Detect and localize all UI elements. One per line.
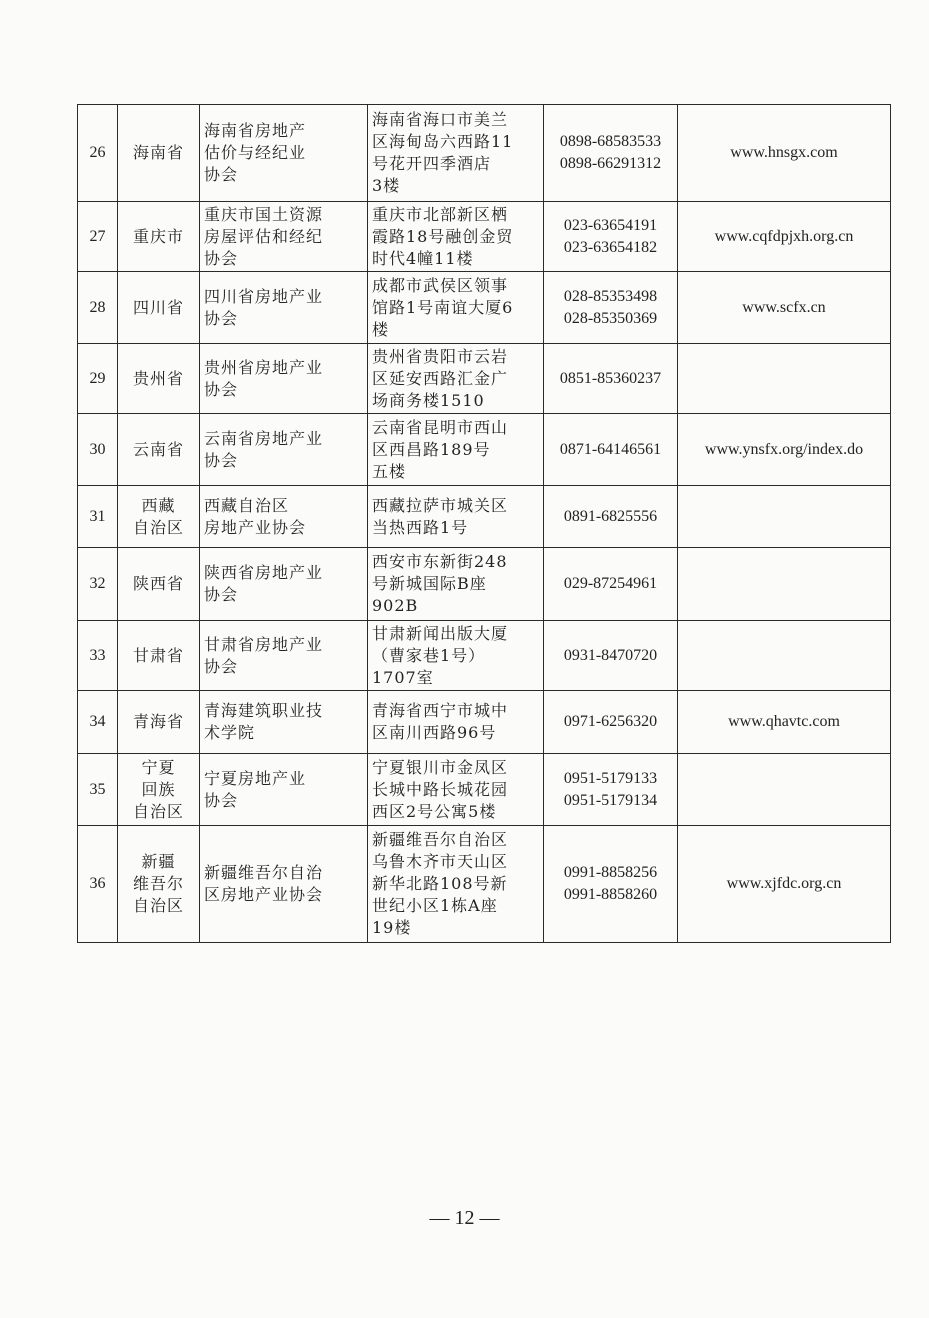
address-cell-line: 号新城国际B座 bbox=[372, 574, 487, 593]
table-row bbox=[78, 621, 891, 691]
phone-cell bbox=[544, 826, 678, 943]
website-cell bbox=[678, 754, 891, 826]
row-number: 34 bbox=[78, 691, 118, 754]
address-cell-line: 长城中路长城花园 bbox=[372, 779, 509, 799]
address-cell-line: 场商务楼1510 bbox=[372, 390, 485, 410]
province-cell-line: 云南省 bbox=[132, 439, 184, 459]
address-cell-line: 新疆维吾尔自治区 bbox=[372, 830, 509, 849]
phone-cell-line: 0871-64146561 bbox=[559, 440, 662, 458]
organization-cell bbox=[200, 272, 368, 344]
organization-cell-line: 西藏自治区 bbox=[204, 495, 290, 515]
phone-cell-line: 023-63654191 bbox=[563, 216, 658, 234]
address-cell-line: 区南川西路96号 bbox=[372, 723, 497, 742]
table-row bbox=[78, 754, 891, 826]
phone-cell-line: 0931-8470720 bbox=[563, 646, 658, 664]
row-number: 31 bbox=[78, 486, 118, 548]
website-cell bbox=[678, 344, 891, 414]
organization-cell bbox=[200, 486, 368, 548]
address-cell-line: 902B bbox=[372, 596, 419, 615]
province-cell-line: 回族 bbox=[141, 779, 176, 799]
address-cell-line: 1707室 bbox=[372, 667, 434, 687]
address-cell bbox=[368, 691, 544, 754]
row-number: 27 bbox=[78, 202, 118, 272]
phone-cell-line: 0898-66291312 bbox=[559, 155, 662, 172]
website-cell[interactable]: www.cqfdpjxh.org.cn bbox=[678, 202, 891, 272]
website-cell[interactable]: www.hnsgx.com bbox=[678, 105, 891, 202]
address-cell-line: 3楼 bbox=[372, 176, 401, 195]
table-body bbox=[78, 105, 891, 943]
address-cell-line: 新华北路108号新 bbox=[372, 874, 508, 893]
organization-cell bbox=[200, 202, 368, 272]
organization-cell bbox=[200, 548, 368, 621]
address-cell bbox=[368, 548, 544, 621]
phone-cell bbox=[544, 691, 678, 754]
address-cell-line: 馆路1号南谊大厦6 bbox=[372, 297, 514, 317]
address-cell-line: 五楼 bbox=[372, 461, 407, 481]
table-row bbox=[78, 826, 891, 943]
organization-cell-line: 协会 bbox=[204, 450, 239, 470]
province-cell bbox=[118, 826, 200, 943]
organization-cell-line: 宁夏房地产业 bbox=[204, 768, 307, 788]
phone-cell-line: 0991-8858260 bbox=[563, 886, 658, 903]
province-cell-line: 自治区 bbox=[132, 801, 184, 821]
province-cell-line: 维吾尔 bbox=[132, 874, 184, 893]
phone-cell bbox=[544, 486, 678, 548]
page-number: — 12 — bbox=[429, 1207, 500, 1229]
address-cell-line: 海南省海口市美兰 bbox=[372, 110, 509, 129]
organization-cell-line: 协会 bbox=[204, 585, 239, 604]
address-cell-line: 时代4幢11楼 bbox=[372, 248, 474, 268]
organization-cell-line: 协会 bbox=[204, 379, 239, 399]
address-cell-line: 云南省昆明市西山 bbox=[372, 417, 509, 437]
row-number: 33 bbox=[78, 621, 118, 691]
address-cell bbox=[368, 414, 544, 486]
row-number: 28 bbox=[78, 272, 118, 344]
address-cell-line: 19楼 bbox=[372, 918, 412, 937]
address-cell-line: 甘肃新闻出版大厦 bbox=[372, 623, 509, 643]
organization-cell bbox=[200, 414, 368, 486]
row-number: 36 bbox=[78, 826, 118, 943]
phone-cell bbox=[544, 621, 678, 691]
phone-cell bbox=[544, 344, 678, 414]
phone-cell bbox=[544, 272, 678, 344]
province-cell bbox=[118, 754, 200, 826]
organization-cell bbox=[200, 754, 368, 826]
organization-cell-line: 协会 bbox=[204, 656, 239, 676]
phone-cell-line: 0971-6256320 bbox=[563, 713, 658, 730]
row-number: 30 bbox=[78, 414, 118, 486]
row-number: 29 bbox=[78, 344, 118, 414]
province-cell-line: 贵州省 bbox=[132, 368, 184, 388]
phone-cell bbox=[544, 548, 678, 621]
phone-cell-line: 028-85353498 bbox=[563, 287, 658, 305]
address-cell bbox=[368, 621, 544, 691]
address-cell-line: 重庆市北部新区栖 bbox=[372, 204, 509, 224]
organization-cell-line: 云南省房地产业 bbox=[204, 428, 324, 448]
organization-cell bbox=[200, 621, 368, 691]
table-row bbox=[78, 414, 891, 486]
address-cell-line: 西藏拉萨市城关区 bbox=[372, 495, 509, 515]
province-cell-line: 甘肃省 bbox=[132, 645, 184, 665]
row-number: 26 bbox=[78, 105, 118, 202]
website-cell bbox=[678, 621, 891, 691]
province-cell-line: 重庆市 bbox=[132, 226, 184, 246]
province-cell bbox=[118, 105, 200, 202]
address-cell-line: 贵州省贵阳市云岩 bbox=[372, 346, 509, 366]
organization-cell-line: 协会 bbox=[204, 308, 239, 328]
address-cell-line: 当热西路1号 bbox=[372, 517, 469, 537]
website-cell[interactable]: www.qhavtc.com bbox=[678, 691, 891, 754]
phone-cell-line: 0951-5179133 bbox=[563, 769, 658, 787]
address-cell-line: 区西昌路189号 bbox=[372, 439, 491, 459]
address-cell bbox=[368, 486, 544, 548]
organization-cell bbox=[200, 105, 368, 202]
address-cell-line: 霞路18号融创金贸 bbox=[372, 226, 514, 246]
website-cell bbox=[678, 548, 891, 621]
organization-cell-line: 术学院 bbox=[204, 723, 256, 742]
province-cell bbox=[118, 621, 200, 691]
organization-cell-line: 房屋评估和经纪 bbox=[204, 226, 324, 246]
phone-cell bbox=[544, 202, 678, 272]
province-cell-line: 新疆 bbox=[141, 852, 176, 871]
organization-cell-line: 新疆维吾尔自治 bbox=[204, 863, 324, 882]
address-cell-line: 世纪小区1栋A座 bbox=[372, 896, 498, 915]
address-cell bbox=[368, 272, 544, 344]
organization-cell-line: 四川省房地产业 bbox=[204, 286, 324, 306]
address-cell-line: 西区2号公寓5楼 bbox=[372, 801, 497, 821]
province-cell-line: 自治区 bbox=[132, 896, 184, 915]
table-row bbox=[78, 691, 891, 754]
organization-cell bbox=[200, 344, 368, 414]
table-row bbox=[78, 202, 891, 272]
address-cell-line: 青海省西宁市城中 bbox=[372, 701, 509, 720]
association-directory-table bbox=[77, 104, 891, 943]
website-cell[interactable]: www.ynsfx.org/index.do bbox=[678, 414, 891, 486]
phone-cell-line: 028-85350369 bbox=[563, 309, 658, 327]
organization-cell bbox=[200, 691, 368, 754]
province-cell-line: 自治区 bbox=[132, 517, 184, 537]
address-cell bbox=[368, 754, 544, 826]
province-cell bbox=[118, 414, 200, 486]
phone-cell-line: 0991-8858256 bbox=[563, 864, 658, 881]
address-cell bbox=[368, 105, 544, 202]
organization-cell-line: 协会 bbox=[204, 165, 239, 184]
phone-cell-line: 023-63654182 bbox=[563, 238, 658, 256]
address-cell bbox=[368, 826, 544, 943]
address-cell bbox=[368, 344, 544, 414]
address-cell-line: 号花开四季酒店 bbox=[372, 154, 492, 173]
address-cell-line: 成都市武侯区领事 bbox=[372, 275, 509, 295]
province-cell bbox=[118, 344, 200, 414]
province-cell bbox=[118, 691, 200, 754]
organization-cell-line: 协会 bbox=[204, 790, 239, 810]
province-cell-line: 海南省 bbox=[132, 143, 184, 162]
organization-cell-line: 贵州省房地产业 bbox=[204, 357, 324, 377]
address-cell-line: 西安市东新街248 bbox=[372, 552, 508, 571]
address-cell-line: 乌鲁木齐市天山区 bbox=[372, 852, 509, 871]
organization-cell-line: 青海建筑职业技 bbox=[204, 701, 324, 720]
phone-cell bbox=[544, 754, 678, 826]
organization-cell-line: 陕西省房地产业 bbox=[204, 563, 324, 582]
organization-cell-line: 海南省房地产 bbox=[204, 121, 307, 140]
province-cell bbox=[118, 202, 200, 272]
province-cell-line: 四川省 bbox=[132, 297, 184, 317]
phone-cell-line: 0851-85360237 bbox=[559, 369, 662, 387]
organization-cell-line: 甘肃省房地产业 bbox=[204, 634, 324, 654]
phone-cell-line: 0898-68583533 bbox=[559, 133, 662, 150]
table-row bbox=[78, 548, 891, 621]
organization-cell-line: 区房地产业协会 bbox=[204, 885, 324, 904]
province-cell-line: 青海省 bbox=[132, 712, 184, 731]
table-row bbox=[78, 344, 891, 414]
organization-cell-line: 估价与经纪业 bbox=[204, 143, 307, 162]
organization-cell-line: 房地产业协会 bbox=[204, 517, 307, 537]
address-cell-line: 宁夏银川市金凤区 bbox=[372, 757, 509, 777]
website-cell bbox=[678, 486, 891, 548]
address-cell-line: 区海甸岛六西路11 bbox=[372, 132, 514, 151]
phone-cell-line: 0891-6825556 bbox=[563, 507, 658, 525]
organization-cell-line: 重庆市国土资源 bbox=[204, 204, 324, 224]
website-cell[interactable]: www.scfx.cn bbox=[678, 272, 891, 344]
row-number: 32 bbox=[78, 548, 118, 621]
table-row bbox=[78, 105, 891, 202]
province-cell-line: 陕西省 bbox=[132, 574, 184, 593]
address-cell-line: （曹家巷1号） bbox=[372, 645, 486, 665]
address-cell-line: 区延安西路汇金广 bbox=[372, 368, 509, 388]
phone-cell-line: 029-87254961 bbox=[563, 575, 658, 592]
phone-cell-line: 0951-5179134 bbox=[563, 791, 658, 809]
row-number: 35 bbox=[78, 754, 118, 826]
province-cell-line: 西藏 bbox=[141, 495, 176, 515]
website-cell[interactable]: www.xjfdc.org.cn bbox=[678, 826, 891, 943]
phone-cell bbox=[544, 105, 678, 202]
organization-cell-line: 协会 bbox=[204, 248, 239, 268]
table-row bbox=[78, 486, 891, 548]
organization-cell bbox=[200, 826, 368, 943]
phone-cell bbox=[544, 414, 678, 486]
province-cell bbox=[118, 486, 200, 548]
province-cell bbox=[118, 272, 200, 344]
address-cell bbox=[368, 202, 544, 272]
table-row bbox=[78, 272, 891, 344]
address-cell-line: 楼 bbox=[372, 319, 390, 339]
province-cell-line: 宁夏 bbox=[141, 757, 176, 777]
province-cell bbox=[118, 548, 200, 621]
